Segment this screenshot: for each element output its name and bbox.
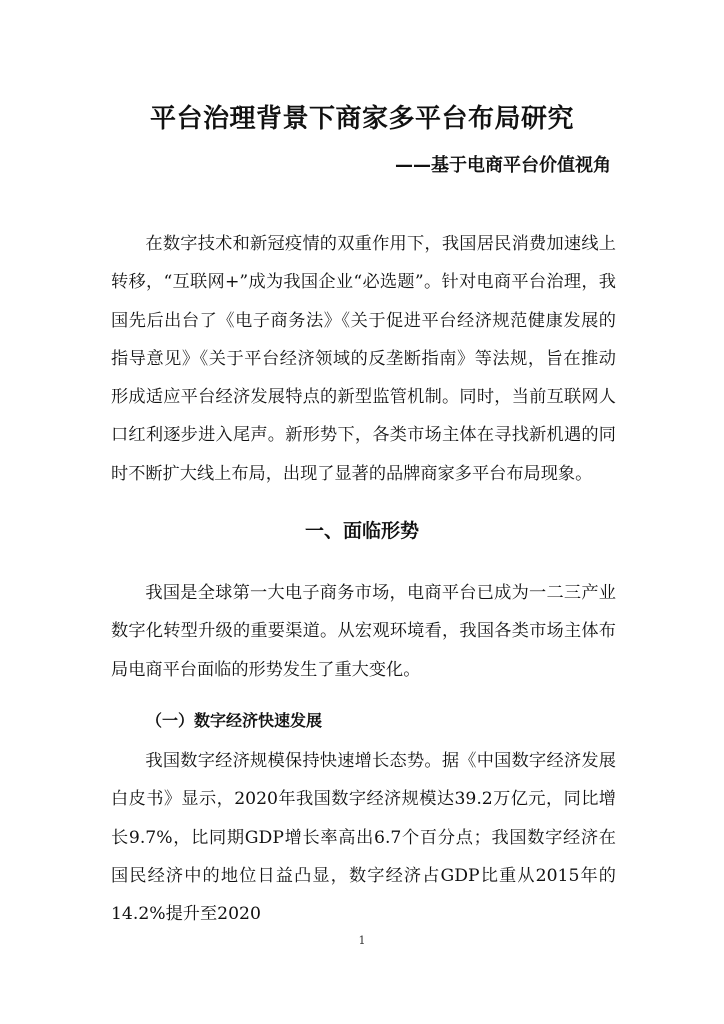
intro-paragraph: 在数字技术和新冠疫情的双重作用下，我国居民消费加速线上转移，“互联网+”成为我国企业“必选题”。针对电商平台治理，我国先后出台了《电子商务法》《关于促进平台经济规范健康发展的指导意见》《关于平台经济领域的反垄断指南》等法规，旨在推动形成适应平台经济发展特点的新型监管机制。同时，当前互联网人口红利逐步进入尾声。新形势下，各类市场主体在寻找新机遇的同时不断扩大线上布局，出现了显著的品牌商家多平台布局现象。	[111, 234, 616, 484]
section-paragraph: 我国是全球第一大电子商务市场，电商平台已成为一二三产业数字化转型升级的重要渠道。从宏观环境看，我国各类市场主体布局电商平台面临的形势发生了重大变化。	[111, 583, 616, 680]
section-heading: 一、面临形势	[304, 520, 419, 542]
document-title: 平台治理背景下商家多平台布局研究	[149, 104, 574, 134]
subsection-paragraph: 我国数字经济规模保持快速增长态势。据《中国数字经济发展白皮书》显示，2020年我国数字经济规模达39.2万亿元，同比增长9.7%，比同期GDP增长率高出6.7个百分点；我国数字经济在国民经济中的地位日益凸显，数字经济占GDP比重从2015年的14.2%提升至2020	[111, 751, 616, 925]
page-number: 1	[358, 934, 366, 947]
subsection-heading: （一）数字经济快速发展	[146, 711, 323, 730]
document-subtitle: ——基于电商平台价值视角	[395, 155, 611, 176]
